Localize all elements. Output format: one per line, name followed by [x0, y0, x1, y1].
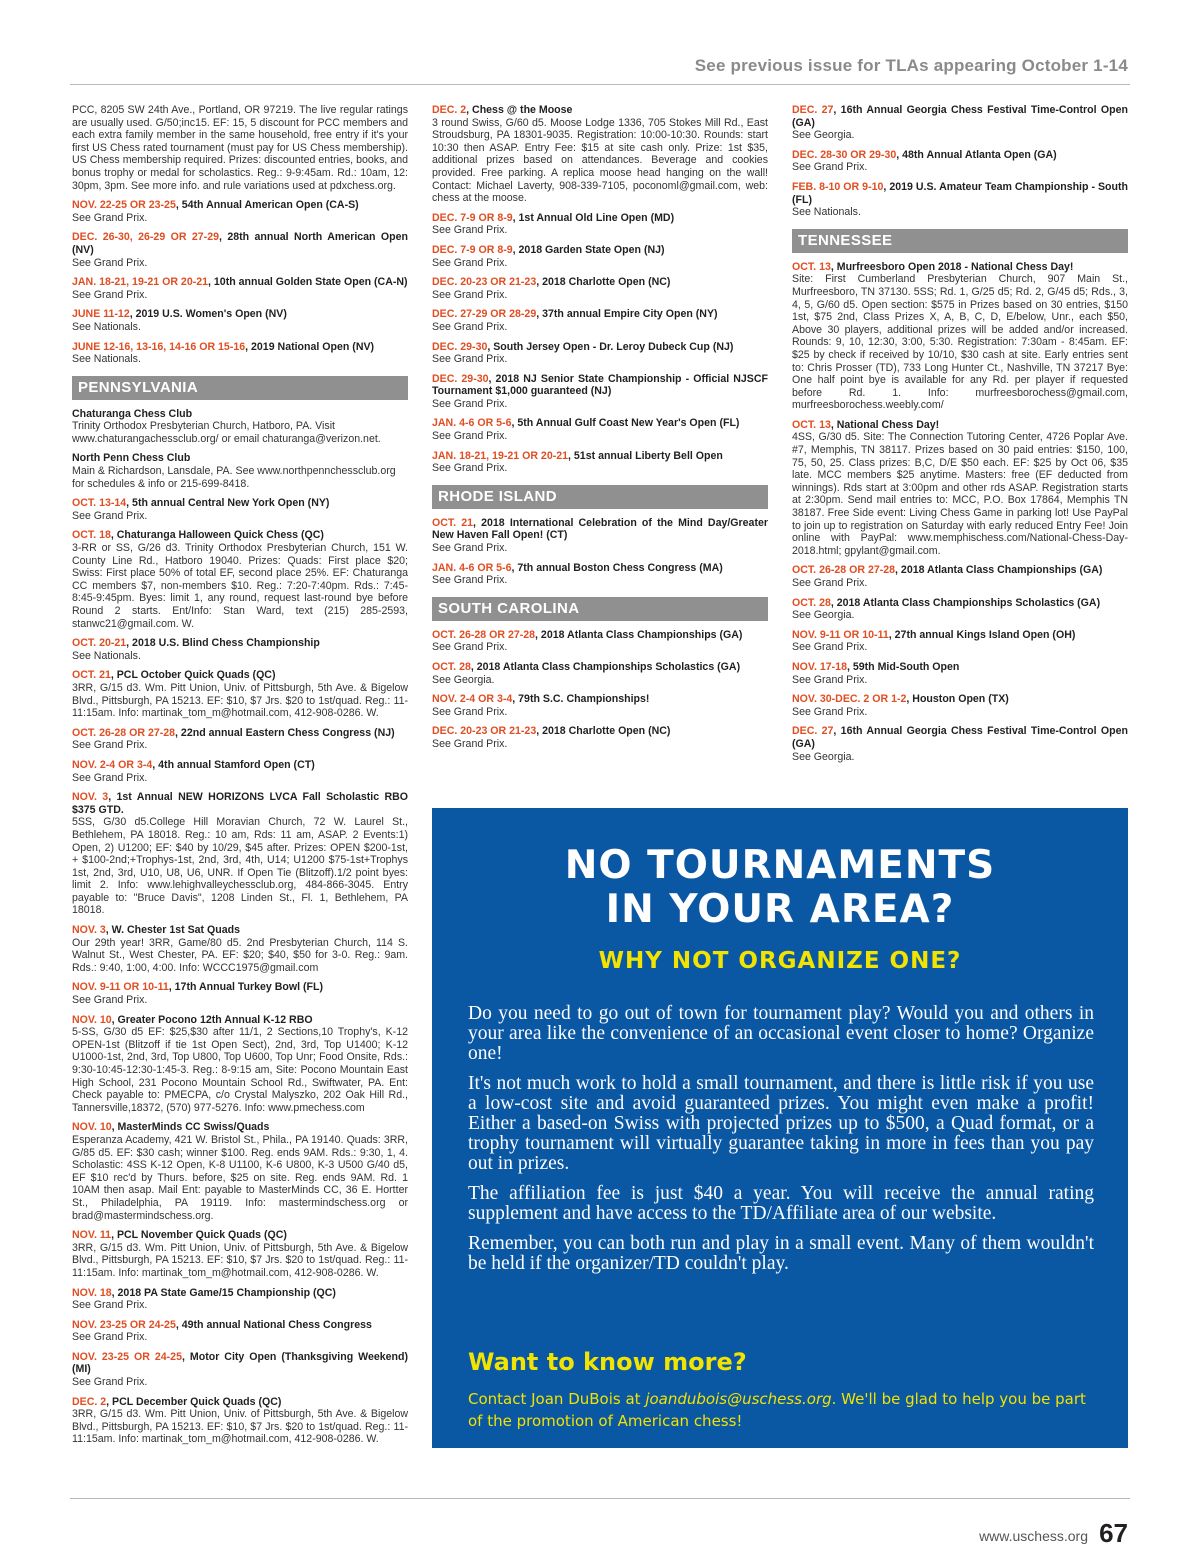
event-details: Our 29th year! 3RR, Game/80 d5. 2nd Presbyterian Church, 114 S. Walnut St., West Chester, PA. EF: $20; $40, $50 for 3-0. Reg.: 9am. Rds.: 9:40, 1:00, 4:00. Info: WCCC1975@gmail.com: [72, 936, 408, 974]
tournament-listing: [792, 564, 1128, 589]
event-details: 3-RR or SS, G/26 d3. Trinity Orthodox Presbyterian Church, 151 W. County Line Rd., Hatboro 19040. Prizes: Quads: First place $20; Swiss: First place 50% of total EF, second place 25%. EF: Chaturanga CC members $7, non-members $10. Reg.: 7:20-7:40pm. Rds.: 7:45-8:45-9:45pm. Byes: limit 1, any round, request last-round bye before Round 2 starts. Ent/Info: Stan Ward, text (215) 285-2593, stanwc21@gmail.com. W.: [72, 542, 408, 630]
event-details: See Grand Prix.: [72, 1299, 148, 1312]
tournament-listing: [72, 276, 408, 301]
event-date: OCT. 28: [432, 661, 471, 673]
club-name: North Penn Chess Club: [72, 452, 191, 465]
promo-copy: [468, 1004, 1094, 1284]
event-date: OCT. 20-21: [72, 637, 127, 650]
running-header: See previous issue for TLAs appearing October 1-14: [694, 56, 1128, 75]
promo-headline-line-1: NO TOURNAMENTS: [564, 843, 996, 888]
event-date: NOV. 10: [72, 1121, 112, 1134]
promo-paragraph: Remember, you can both run and play in a small event. Many of them wouldn't be held if the organizer/TD couldn't play.: [468, 1233, 1094, 1274]
listing-column-2: [432, 104, 768, 804]
event-title: , 54th Annual American Open (CA-S): [175, 199, 359, 212]
event-title: , 27th annual Kings Island Open (OH): [888, 628, 1076, 641]
tournament-listing: [792, 181, 1128, 219]
event-title: , 79th S.C. Championships!: [512, 693, 650, 706]
event-title: , 2018 Atlanta Class Championships (GA): [895, 564, 1103, 577]
event-details: See Grand Prix.: [792, 577, 868, 589]
state-heading: SOUTH CAROLINA: [432, 597, 768, 621]
event-title: , 2018 Charlotte Open (NC): [536, 725, 671, 738]
event-details: 5-SS, G/30 d5 EF: $25,$30 after 11/1, 2 Sections,10 Trophy's, K-12 OPEN-1st (Blitzoff if tie 1st Open Sect), 2nd, 3rd, Top U1400; K-12 U1000-1st, 2nd, 3rd, Top U800, Top U600, Top Unr; Food Onsite, Rds.: 9:30-10:45-12:30-1:45-3. Reg.: 8-9:15 am, Site: Pocono Mountain East High School, 231 Pocono Mountain School Rd., Swiftwater, PA. Ent: Check payable to: PMECPA, c/o Crystal Malyszko, 202 Oak Hill Rd., Tannersville,18372, (570) 977-5276. Info: www.pmechess.com: [72, 1026, 408, 1114]
tournament-listing: [432, 693, 768, 718]
event-date: DEC. 26-30, 26-29 OR 27-29: [72, 231, 219, 244]
tournament-listing: [792, 419, 1128, 558]
contact-email-link[interactable]: joandubois@uschess.org: [645, 1390, 832, 1408]
event-title: , 51st annual Liberty Bell Open: [568, 449, 723, 462]
event-details: See Grand Prix.: [432, 320, 508, 333]
event-title: , PCL November Quick Quads (QC): [111, 1229, 287, 1242]
event-date: OCT. 13-14: [72, 497, 127, 510]
tournament-listing: [792, 597, 1128, 622]
event-date: JAN. 18-21, 19-21 OR 20-21: [72, 276, 209, 289]
event-title: , W. Chester 1st Sat Quads: [105, 924, 240, 937]
tournament-listing: [432, 308, 768, 333]
tournament-listing: [432, 341, 768, 366]
event-date: OCT. 28: [792, 596, 831, 609]
event-details: See Grand Prix.: [432, 288, 508, 301]
tournament-listing: [72, 1229, 408, 1279]
event-title: , 28th annual North American Open (NV): [72, 231, 408, 256]
page-number: 67: [1099, 1518, 1128, 1548]
event-date: NOV. 30-DEC. 2 OR 1-2: [792, 693, 907, 706]
event-details: See Grand Prix.: [432, 397, 508, 410]
event-details: 3 round Swiss, G/60 d5. Moose Lodge 1336, 705 Stokes Mill Rd., East Stroudsburg, PA 18301-9035. Registration: 10:00-10:30. Rounds: start 10:30 then ASAP. Entry Fee: $15 at site cash only. Prize: 1st $35, additional prizes based on attendances. Beverage and cookies provided. Free parking. A replica moose head hanging on the wall! Contact: Michael Laverty, 908-339-7105, poconoml@gmail.com, web: chess at the moose.: [432, 116, 768, 205]
event-details: See Georgia.: [792, 609, 855, 622]
tournament-listing: [432, 104, 768, 205]
tournament-listing: [432, 450, 768, 475]
event-date: NOV. 23-25 OR 24-25: [72, 1350, 182, 1363]
event-details: See Grand Prix.: [792, 673, 868, 686]
want-more-heading: Want to know more?: [468, 1348, 747, 1376]
state-heading: TENNESSEE: [792, 229, 1128, 253]
event-date: JAN. 4-6 OR 5-6: [432, 561, 512, 574]
event-date: NOV. 9-11 OR 10-11: [792, 628, 889, 641]
tournament-listing: [72, 1121, 408, 1222]
event-title: , 17th Annual Turkey Bowl (FL): [168, 981, 323, 994]
tournament-listing: [72, 924, 408, 974]
event-date: NOV. 22-25 OR 23-25: [72, 199, 176, 212]
event-date: OCT. 13: [792, 418, 831, 431]
tournament-listing: [72, 669, 408, 719]
tournament-listing: [432, 417, 768, 442]
tournament-listing: [72, 727, 408, 752]
event-details: See Nationals.: [72, 649, 141, 662]
event-details: See Grand Prix.: [432, 737, 508, 750]
event-details: 3RR, G/15 d3. Wm. Pitt Union, Univ. of Pittsburgh, 5th Ave. & Bigelow Blvd., Pittsburgh, PA 15213. EF: $10, $7 Jrs. $20 to 1st/quad. Reg.: 11-11:15am. Info: martinak_tom_m@hotmail.com, 412-908-0286. W.: [72, 1241, 408, 1279]
event-title: , 1st Annual NEW HORIZONS LVCA Fall Scholastic RBO $375 GTD.: [72, 791, 408, 816]
event-date: DEC. 20-23 OR 21-23: [432, 276, 537, 289]
event-date: DEC. 27-29 OR 28-29: [432, 308, 537, 321]
event-title: , PCL October Quick Quads (QC): [110, 669, 276, 682]
event-date: JUNE 12-16, 13-16, 14-16 OR 15-16: [72, 340, 246, 353]
event-title: , 2019 U.S. Amateur Team Championship - South (FL): [792, 180, 1128, 206]
tournament-listing: [792, 104, 1128, 142]
tournament-listing: [792, 261, 1128, 412]
club-listing: [72, 452, 408, 490]
event-date: OCT. 26-28 OR 27-28: [432, 628, 536, 641]
event-title: , 2018 NJ Senior State Championship - Official NJSCF Tournament $1,000 guaranteed (NJ): [432, 372, 768, 398]
tournament-listing: [72, 104, 408, 192]
event-details: See Georgia.: [792, 750, 855, 763]
event-date: OCT. 13: [792, 260, 831, 273]
event-details: Site: First Cumberland Presbyterian Church, 907 Main St., Murfreesboro, TN 37130. 5SS; Rd. 1, G/25 d5; Rd. 2, G/45 d5; Rds., 3, 4, 5, G/60 d5. Open section: $575 in Prizes based on 30 entries, $150 1st, $75 2nd, Class Prizes X, A, B, C, D, E/below, Unr., each $50, Above 30 players, additional prizes will be added and/or increased. Rounds: 9, 10, 12:30, 3:00, 5:30. Registration: 7:30am - 8:45am. EF: $25 by check if received by 10/10, $30 cash at site. Early entries sent to: Chris Prosser (TD), 733 Long Hunter Ct., Nashville, TN 37217 Bye: One half point bye is available for any Rd. per player if requested before Rd. 1. Info: murfreesborochess@gmail.com, murfreesborochess.weebly.com/: [792, 273, 1128, 412]
tournament-listing: [432, 212, 768, 237]
event-title: , 4th annual Stamford Open (CT): [152, 758, 315, 771]
club-name: Chaturanga Chess Club: [72, 407, 193, 420]
tournament-listing: [432, 661, 768, 686]
event-details: See Grand Prix.: [72, 1376, 148, 1389]
event-date: OCT. 21: [432, 516, 474, 529]
event-title: , PCL December Quick Quads (QC): [106, 1395, 282, 1408]
event-date: DEC. 2: [72, 1395, 107, 1408]
event-title: , 5th annual Central New York Open (NY): [126, 497, 330, 510]
state-heading: RHODE ISLAND: [432, 485, 768, 509]
event-title: , 5th Annual Gulf Coast New Year's Open (FL): [511, 417, 740, 430]
event-title: , 2018 Atlanta Class Championships Scholastics (GA): [830, 596, 1101, 609]
event-date: OCT. 26-28 OR 27-28: [792, 564, 896, 577]
tournament-listing: [72, 497, 408, 522]
event-date: NOV. 3: [72, 924, 106, 937]
event-date: JAN. 4-6 OR 5-6: [432, 417, 512, 430]
event-details: Esperanza Academy, 421 W. Bristol St., Phila., PA 19140. Quads: 3RR, G/85 d5. EF: $30 cash; winner $100. Reg. ends 9AM. Rds.: 9:30, 1, 4. Scholastic: 4SS K-12 Open, K-8 U1100, K-6 U800, K-3 U500 G/40 d5, EF $10 rec'd by Thurs. before, $25 on site. Reg. ends 9AM. Rd. 1 10AM then asap. Mail Ent: payable to MasterMinds CC, 36 E. Hortter St., Philadelphia, PA 19119. Info: mastermindschess.org or brad@mastermindschess.org.: [72, 1133, 408, 1222]
event-details: 3RR, G/15 d3. Wm. Pitt Union, Univ. of Pittsburgh, 5th Ave. & Bigelow Blvd., Pittsburgh, PA 15213. EF: $10, $7 Jrs. $20 to 1st/quad. Reg.: 11-11:15am. Info: martinak_tom_m@hotmail.com, 412-908-0286. W.: [72, 1408, 408, 1446]
tournament-listing: [432, 725, 768, 750]
event-date: DEC. 20-23 OR 21-23: [432, 725, 537, 738]
event-details: See Grand Prix.: [432, 641, 508, 654]
event-details: See Grand Prix.: [432, 462, 508, 475]
event-title: , Murfreesboro Open 2018 - National Chess Day!: [830, 260, 1074, 273]
event-date: NOV. 10: [72, 1013, 112, 1026]
contact-suffix: . We'll be glad to help you be part of the promotion of American chess!: [468, 1390, 1086, 1430]
event-title: , Chess @ the Moose: [466, 104, 573, 116]
event-details: PCC, 8205 SW 24th Ave., Portland, OR 97219. The live regular ratings are usually used. G/50;inc15. EF: 15, 5 discount for PCC members and each extra family member in the same household, free entry if it's your first US Chess rated tournament (must pay for US Chess membership). US Chess membership required. Prizes: discounted entries, books, and bonus trophy or medal for scholastics. Reg.: 9-9:45am. Rd.: 10am, 12: 30pm, 3pm. See more info. and rule variations used at pdxchess.org.: [72, 104, 408, 192]
tournament-listing: [792, 725, 1128, 763]
event-title: , 2018 PA State Game/15 Championship (QC): [111, 1286, 336, 1299]
event-date: DEC. 2: [432, 104, 467, 116]
event-title: , Chaturanga Halloween Quick Chess (QC): [110, 529, 324, 542]
event-title: , South Jersey Open - Dr. Leroy Dubeck Cup (NJ): [487, 340, 734, 353]
footer-url[interactable]: www.uschess.org: [979, 1528, 1088, 1544]
event-title: , 2018 Atlanta Class Championships Scholastics (GA): [470, 661, 741, 673]
tournament-listing: [72, 981, 408, 1006]
event-details: See Grand Prix.: [72, 771, 148, 784]
event-details: See Grand Prix.: [72, 256, 148, 269]
event-title: , 2019 National Open (NV): [245, 340, 375, 353]
state-heading: PENNSYLVANIA: [72, 376, 408, 400]
tournament-listing: [792, 661, 1128, 686]
event-date: OCT. 18: [72, 529, 111, 542]
tournament-listing: [72, 199, 408, 224]
event-details: See Grand Prix.: [432, 224, 508, 237]
club-details: Trinity Orthodox Presbyterian Church, Hatboro, PA. Visit www.chaturangachessclub.org/ or email chaturanga@verizon.net.: [72, 420, 381, 445]
event-title: , 2018 U.S. Blind Chess Championship: [126, 637, 320, 650]
event-title: , 10th annual Golden State Open (CA-N): [208, 276, 408, 289]
organize-promo-box: [432, 808, 1128, 1448]
club-listing: [72, 408, 408, 446]
promo-headline: [432, 844, 1128, 932]
event-title: , 7th annual Boston Chess Congress (MA): [511, 561, 723, 574]
promo-subhead: WHY NOT ORGANIZE ONE?: [598, 948, 962, 974]
event-details: 3RR, G/15 d3. Wm. Pitt Union, Univ. of Pittsburgh, 5th Ave. & Bigelow Blvd., Pittsburgh, PA 15213. EF: $10, $7 Jrs. $20 to 1st/quad. Reg.: 11-11:15am. Info: martinak_tom_m@hotmail.com, 412-908-0286. W.: [72, 681, 408, 720]
event-details: See Georgia.: [792, 129, 855, 142]
event-date: DEC. 7-9 OR 8-9: [432, 243, 513, 256]
event-details: See Grand Prix.: [72, 994, 148, 1007]
event-details: See Grand Prix.: [72, 211, 148, 224]
event-details: See Grand Prix.: [792, 705, 868, 718]
tournament-listing: [72, 637, 408, 662]
event-title: , 49th annual National Chess Congress: [175, 1318, 372, 1331]
event-title: , 2018 International Celebration of the Mind Day/Greater New Haven Fall Open! (CT): [432, 516, 768, 542]
tournament-listing: [432, 276, 768, 301]
tournament-listing: [72, 308, 408, 333]
tournament-listing: [72, 759, 408, 784]
event-title: , 2018 Charlotte Open (NC): [536, 276, 671, 289]
tournament-listing: [432, 517, 768, 555]
event-date: DEC. 7-9 OR 8-9: [432, 211, 513, 224]
tournament-listing: [72, 1287, 408, 1312]
listing-column-1: [72, 104, 408, 1494]
event-date: NOV. 17-18: [792, 660, 847, 673]
event-title: , 59th Mid-South Open: [846, 660, 960, 673]
promo-headline-line-2: IN YOUR AREA?: [605, 887, 955, 932]
event-date: JUNE 11-12: [72, 308, 130, 321]
event-date: NOV. 2-4 OR 3-4: [432, 693, 513, 706]
tournament-listing: [792, 693, 1128, 718]
event-title: , 2018 Atlanta Class Championships (GA): [535, 628, 743, 641]
tournament-listing: [432, 244, 768, 269]
tournament-listing: [432, 562, 768, 587]
event-date: DEC. 29-30: [432, 340, 488, 353]
event-title: , Houston Open (TX): [906, 693, 1009, 706]
event-date: NOV. 11: [72, 1229, 112, 1242]
event-details: See Grand Prix.: [792, 641, 868, 654]
event-date: DEC. 27: [792, 725, 834, 738]
promo-paragraph: The affiliation fee is just $40 a year. You will receive the annual rating supplement and have access to the TD/Affiliate area of our website.: [468, 1183, 1094, 1224]
event-date: NOV. 23-25 OR 24-25: [72, 1318, 176, 1331]
event-details: 5SS, G/30 d5.College Hill Moravian Church, 72 W. Laurel St., Bethlehem, PA 18018. Reg.: 10 am, Rds: 11 am, ASAP. 2 Events:1) Open, 2) U1200; EF: $40 by 10/29, $45 after. Prizes: OPEN $200-1st, + $100-2nd;+Trophys-1st, 2nd, 3rd, 4th, U14; U1200 $75-1st+Trophys 1st, 2nd, 3rd, U10, U8, U6, UNR. If Open Tie (Blitzoff).1/2 point byes: limit 2. Info: www.lehighvalleychessclub.org, 484-866-3045. Entry payable to: "Bruce Davis", 1208 Linden St., Fl. 1, Bethlehem, PA 18018.: [72, 816, 408, 917]
event-title: , National Chess Day!: [830, 418, 940, 431]
tournament-listing: [72, 1014, 408, 1115]
promo-paragraph: Do you need to go out of town for tournament play? Would you and others in your area like the convenience of an occasional event closer to home? Organize one!: [468, 1003, 1094, 1064]
event-details: See Grand Prix.: [432, 705, 508, 718]
tournament-listing: [432, 629, 768, 654]
event-details: See Grand Prix.: [432, 430, 508, 443]
promo-paragraph: It's not much work to hold a small tournament, and there is little risk if you use a low-cost site and avoid guaranteed prizes. You might even make a profit! Either a based-on Swiss with projected prizes up to $500, a Quad format, or a trophy tournament will virtually guarantee taking in more in fees than you pay out in prizes.: [468, 1073, 1094, 1174]
event-date: OCT. 26-28 OR 27-28: [72, 726, 176, 739]
event-details: See Grand Prix.: [792, 161, 868, 174]
event-title: , 22nd annual Eastern Chess Congress (NJ): [175, 726, 395, 739]
event-details: See Grand Prix.: [72, 288, 148, 301]
club-details: Main & Richardson, Lansdale, PA. See www.northpennchessclub.org for schedules & info or 215-699-8418.: [72, 465, 396, 490]
event-date: FEB. 8-10 OR 9-10: [792, 180, 884, 193]
event-date: DEC. 29-30: [432, 372, 489, 385]
event-details: See Nationals.: [792, 206, 861, 219]
event-details: See Nationals.: [72, 320, 141, 333]
event-title: , MasterMinds CC Swiss/Quads: [111, 1121, 270, 1134]
event-details: See Georgia.: [432, 673, 495, 686]
tournament-listing: [72, 1351, 408, 1389]
event-title: , Motor City Open (Thanksgiving Weekend) (MI): [72, 1350, 408, 1376]
event-details: See Grand Prix.: [432, 542, 508, 555]
tournament-listing: [792, 629, 1128, 654]
event-details: See Grand Prix.: [72, 739, 148, 752]
event-date: NOV. 2-4 OR 3-4: [72, 758, 153, 771]
tournament-listing: [72, 341, 408, 366]
tournament-listing: [72, 529, 408, 630]
event-details: See Nationals.: [72, 353, 141, 366]
event-title: , Greater Pocono 12th Annual K-12 RBO: [111, 1013, 313, 1026]
tournament-listing: [72, 791, 408, 917]
header-divider: [70, 84, 1130, 85]
event-date: NOV. 3: [72, 791, 109, 804]
event-date: DEC. 28-30 OR 29-30: [792, 148, 897, 161]
event-details: See Grand Prix.: [432, 353, 508, 366]
event-date: NOV. 18: [72, 1286, 112, 1299]
event-details: See Grand Prix.: [432, 574, 508, 587]
event-title: , 1st Annual Old Line Open (MD): [512, 211, 675, 224]
event-title: , 37th annual Empire City Open (NY): [536, 308, 718, 321]
listing-column-3: [792, 104, 1128, 804]
event-title: , 16th Annual Georgia Chess Festival Time-Control Open (GA): [792, 104, 1128, 129]
event-title: , 48th Annual Atlanta Open (GA): [896, 148, 1057, 161]
event-date: OCT. 21: [72, 669, 111, 682]
event-date: NOV. 9-11 OR 10-11: [72, 981, 169, 994]
tournament-listing: [72, 231, 408, 269]
tournament-listing: [432, 373, 768, 411]
event-details: See Grand Prix.: [72, 509, 148, 522]
event-date: DEC. 27: [792, 104, 834, 116]
tournament-listing: [72, 1319, 408, 1344]
event-title: , 2018 Garden State Open (NJ): [512, 243, 665, 256]
promo-contact: [468, 1388, 1098, 1432]
tournament-listing: [792, 149, 1128, 174]
event-details: See Grand Prix.: [432, 256, 508, 269]
event-details: See Grand Prix.: [72, 1331, 148, 1344]
footer-divider: [70, 1498, 1130, 1499]
event-details: 4SS, G/30 d5. Site: The Connection Tutoring Center, 4726 Poplar Ave. #7, Memphis, TN 38117. Prizes based on 30 paid entries: $150, 100, 75, 50, 25. Class prizes: B,C, D/E $50 each. EF: $25 by Oct 06, $35 late. MCC members $25 anytime. Masters: free (EF deducted from winnings). Rds start at 3:00pm and other rds ASAP. Registration starts at 2:30pm. Send mail entries to: MCC, P.O. Box 17864, Memphis TN 38187. Free Side event: Living Chess Game in parking lot! Use PayPal to join up to registration on Saturday with early reduced Entry Fee! Join online with PayPal: www.memphischess.com/National-Chess-Day-2018.html; gpylant@gmail.com.: [792, 431, 1128, 557]
event-date: JAN. 18-21, 19-21 OR 20-21: [432, 449, 569, 462]
event-title: , 16th Annual Georgia Chess Festival Time-Control Open (GA): [792, 725, 1128, 750]
event-title: , 2019 U.S. Women's Open (NV): [129, 308, 287, 321]
contact-prefix: Contact Joan DuBois at: [468, 1390, 646, 1408]
tournament-listing: [72, 1396, 408, 1446]
